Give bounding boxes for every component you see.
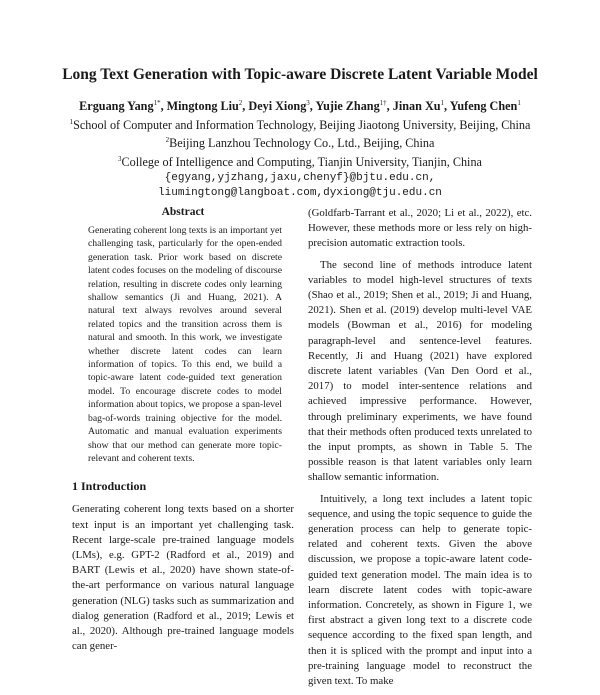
author-block [0, 96, 600, 202]
author-name: Yufeng Chen [449, 99, 518, 114]
body-paragraph: (Goldfarb-Tarrant et al., 2020; Li et al., 2022), etc. However, these methods more or less rely on high-precision automatic extraction tools. [308, 207, 532, 250]
author-name: Jinan Xu [392, 99, 441, 114]
body-paragraph: The second line of methods introduce latent variables to model high-level structures of texts (Shao et al., 2019; Shen et al., 2019; Ji and Huang, 2021). Shen et al. (2019) develop multi-level VAE models (Bowman et al., 2016) for modeling paragraph-level and sentence-level features. Recently, Ji and Huang (2021) have explored discrete latent variables (Van Den Oord et al., 2017) to model inter-sentence relations and achieved impressive performance. However, through preliminary experiments, we have found that their methods often produced texts unrelated to the input prompts, as shown in Table 5. The possible reason is that latent variables only learn shallow semantic information. [308, 258, 532, 484]
body-paragraph: Intuitively, a long text includes a latent topic sequence, and using the topic sequence to guide the generation process can help to generate topic-related and coherent texts. Given the above discussion, we propose a topic-aware latent code-guided text generation model. The main idea is to learn discrete latent codes with topic-aware information. Concretely, as shown in Figure 1, we first abstract a given long text to a discrete code sequence according to the fixed span length, and then it is spliced with the prompt and input into a pre-training language model to reconstruct the given text. To make [308, 492, 532, 688]
author-names: Erguang Yang$^{1*}$, Mingtong Liu$^2$, Deyi Xiong$^3$, Yujie Zhang$^{1\dagger}$, Jinan Xu$^1$, Yufeng Chen$^1$ [79, 99, 521, 114]
right-column [308, 206, 532, 695]
email-line: liumingtong@langboat.com,dyxiong@tju.edu.cn [158, 187, 442, 200]
left-column [72, 206, 294, 654]
author-name: Yujie Zhang [315, 99, 380, 114]
author-sup: 2 [238, 99, 243, 107]
affiliation: $^3$College of Intelligence and Computing, Tianjin University, Tianjin, China [118, 154, 482, 170]
author-name: Deyi Xiong [248, 99, 307, 114]
intro-paragraph: Generating coherent long texts based on a shorter text input is an important yet challenging task. Recent large-scale pre-trained language models (LMs), e.g. GPT-2 (Radford et al., 2019) and BART (Lewis et al., 2020) have shown state-of-the-art performance on various natural language generation (NLG) tasks such as summarization and dialog generation (Radford et al., 2019; Lewis et al., 2020). Although pre-trained language models can gener- [72, 503, 294, 653]
affiliation: $^2$Beijing Lanzhou Technology Co., Ltd., Beijing, China [165, 136, 435, 151]
email-line: {egyang,yjzhang,jaxu,chenyf}@bjtu.edu.cn, [164, 171, 436, 184]
abstract-text: Generating coherent long texts is an important yet challenging task, particularly for the open-ended generation task. Prior work based on discrete latent codes focuses on the modeling of discourse relation, resulting in discrete codes only learning shallow semantics (Ji and Huang, 2021). A natural text always revolves around several related topics and the transition across them is natural and smooth. In this work, we investigate whether discrete latent codes can learn information of topics. To this end, we build a topic-aware latent code-guided text generation model. To encourage discrete codes to model information about topics, we propose a span-level bag-of-words training objective for the model. Automatic and manual evaluation experiments show that our method can generate more topic-relevant and coherent texts. [88, 225, 282, 464]
affiliation: $^1$School of Computer and Information Technology, Beijing Jiaotong University, Beijing, China [69, 117, 531, 132]
abstract-heading: Abstract [161, 206, 205, 218]
author-sup: 1† [379, 99, 387, 107]
author-sup: 3 [306, 99, 310, 107]
author-sup: 1* [153, 99, 161, 107]
section-heading-introduction: 1 Introduction [72, 479, 147, 494]
author-name: Erguang Yang [79, 99, 154, 114]
author-name: Mingtong Liu [166, 99, 239, 114]
author-sup: 1 [440, 99, 445, 107]
paper-title: Long Text Generation with Topic-aware Discrete Latent Variable Model [62, 66, 538, 83]
author-sup: 1 [517, 99, 521, 107]
